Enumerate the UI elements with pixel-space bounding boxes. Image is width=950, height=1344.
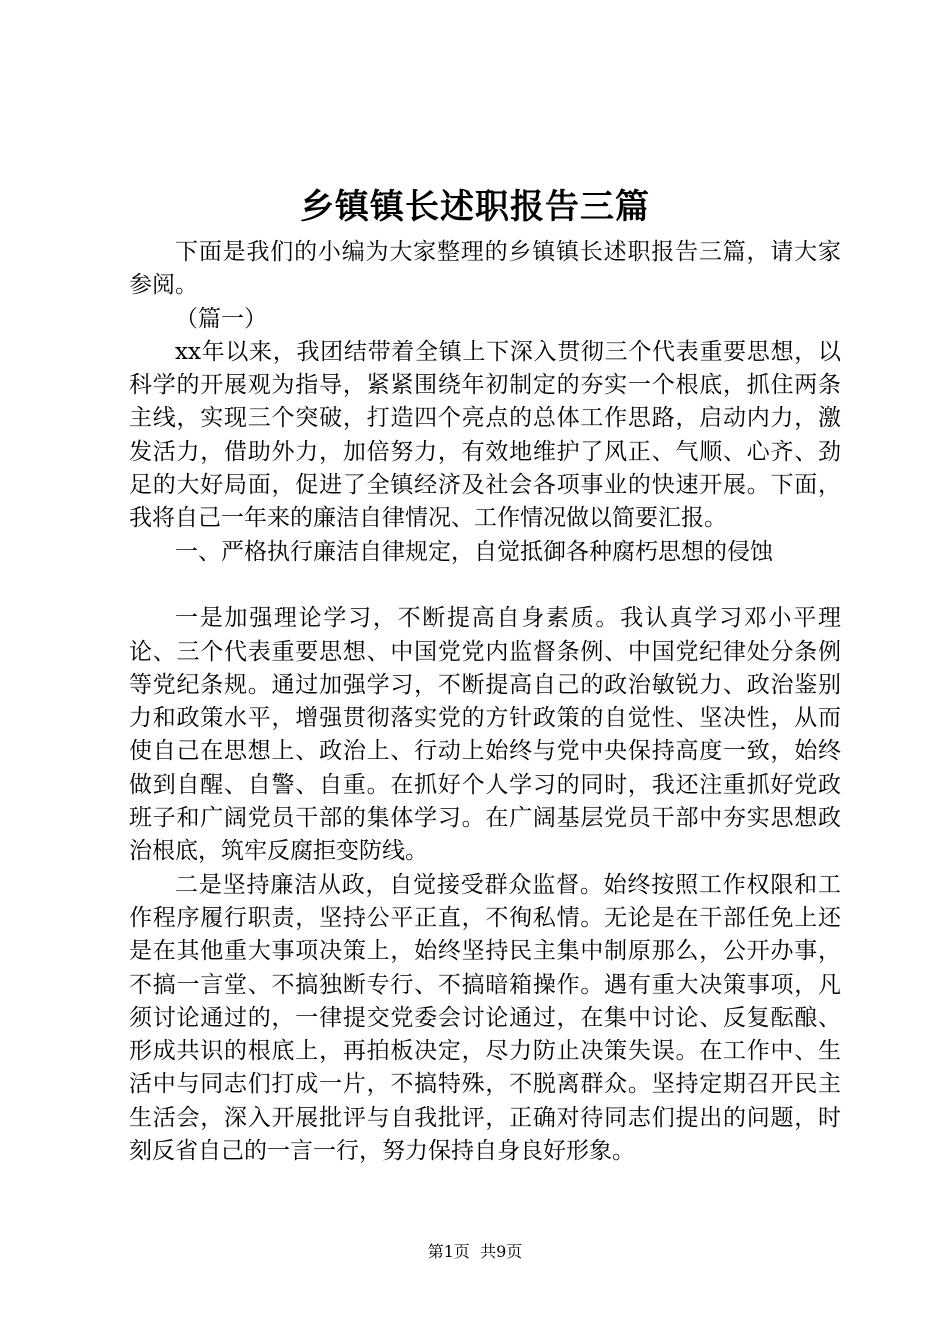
page-total: 共9页: [480, 1242, 523, 1261]
page-footer: [0, 1241, 950, 1263]
intro-paragraph: 下面是我们的小编为大家整理的乡镇镇长述职报告三篇，请大家参阅。: [129, 239, 841, 299]
section-label: （篇一）: [175, 305, 267, 332]
paragraph-2: 一是加强理论学习，不断提高自身素质。我认真学习邓小平理论、三个代表重要思想、中国党党内监督条例、中国党纪律处分条例等党纪条规。通过加强学习，不断提高自己的政治敏锐力、政治鉴别力和政策水平，增强贯彻落实党的方针政策的自觉性、坚决性，从而使自己在思想上、政治上、行动上始终与党中央保持高度一致，始终做到自醒、自警、自重。在抓好个人学习的同时，我还注重抓好党政班子和广阔党员干部的集体学习。在广阔基层党员干部中夯实思想政治根底，筑牢反腐拒变防线。: [129, 605, 841, 865]
page-number: 第1页: [427, 1242, 470, 1261]
document-title: 乡镇镇长述职报告三篇: [300, 187, 650, 227]
paragraph-1: xx年以来，我团结带着全镇上下深入贯彻三个代表重要思想，以科学的开展观为指导，紧紧围绕年初制定的夯实一个根底，抓住两条主线，实现三个突破，打造四个亮点的总体工作思路，启动内力，激发活力，借助外力，加倍努力，有效地维护了风正、气顺、心齐、劲足的大好局面，促进了全镇经济及社会各项事业的快速开展。下面，我将自己一年来的廉洁自律情况、工作情况做以简要汇报。: [129, 338, 841, 532]
section-heading-1: 一、严格执行廉洁自律规定，自觉抵御各种腐朽思想的侵蚀: [175, 538, 773, 565]
document-body: [129, 236, 841, 1168]
paragraph-3: 二是坚持廉洁从政，自觉接受群众监督。始终按照工作权限和工作程序履行职责，坚持公平正直，不徇私情。无论是在干部任免上还是在其他重大事项决策上，始终坚持民主集中制原那么，公开办事，不搞一言堂、不搞独断专行、不搞暗箱操作。遇有重大决策事项，凡须讨论通过的，一律提交党委会讨论通过，在集中讨论、反复酝酿、形成共识的根底上，再拍板决定，尽力防止决策失误。在工作中、生活中与同志们打成一片，不搞特殊，不脱离群众。坚持定期召开民主生活会，深入开展批评与自我批评，正确对待同志们提出的问题，时刻反省自己的一言一行，努力保持自身良好形象。: [129, 871, 841, 1165]
